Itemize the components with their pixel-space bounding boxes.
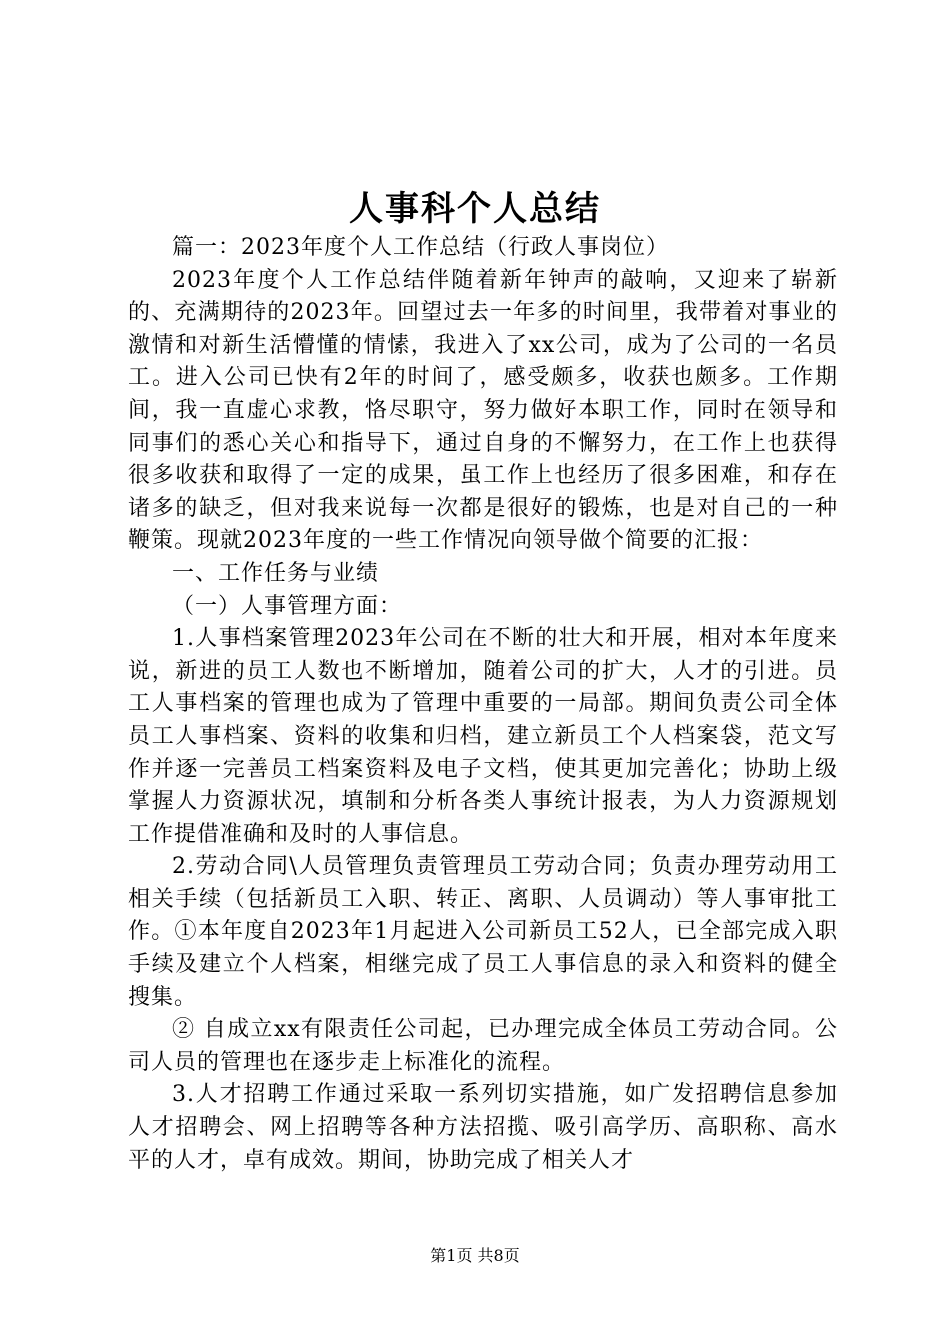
document-title: 人事科个人总结	[349, 189, 601, 229]
paragraph: 1.人事档案管理2023年公司在不断的壮大和开展，相对本年度来说，新进的员工人数也不断增加，随着公司的扩大，人才的引进。员工人事档案的管理也成为了管理中重要的一局部。期间负责公司全体员工人事档案、资料的收集和归档，建立新员工个人档案袋，范文写作并逐一完善员工档案资料及电子文档，使其更加完善化；协助上级掌握人力资源状况，填制和分析各类人事统计报表，为人力资源规划工作提借准确和及时的人事信息。	[128, 626, 838, 847]
paragraph: 一、工作任务与业绩	[172, 560, 380, 586]
paragraph: 2.劳动合同\人员管理负责管理员工劳动合同；负责办理劳动用工相关手续（包括新员工入职、转正、离职、人员调动）等人事审批工作。①本年度自2023年1月起进入公司新员工52人，已全部完成入职手续及建立个人档案，相继完成了员工人事信息的录入和资料的健全搜集。	[128, 854, 838, 1010]
paragraph: （一）人事管理方面：	[172, 593, 403, 619]
document-body	[128, 232, 838, 1177]
paragraph: 篇一：2023年度个人工作总结（行政人事岗位）	[172, 235, 669, 260]
paragraph: 3.人才招聘工作通过采取一系列切实措施，如广发招聘信息参加人才招聘会、网上招聘等各种方法招揽、吸引高学历、高职称、高水平的人才，卓有成效。期间，协助完成了相关人才	[128, 1082, 838, 1173]
paragraph: 2023年度个人工作总结伴随着新年钟声的敲响，又迎来了崭新的、充满期待的2023年。回望过去一年多的时间里，我带着对事业的激情和对新生活懵懂的情愫，我进入了xx公司，成为了公司的一名员工。进入公司已快有2年的时间了，感受颇多，收获也颇多。工作期间，我一直虚心求教，恪尽职守，努力做好本职工作，同时在领导和同事们的悉心关心和指导下，通过自身的不懈努力，在工作上也获得很多收获和取得了一定的成果，虽工作上也经历了很多困难，和存在诸多的缺乏，但对我来说每一次都是很好的锻炼，也是对自己的一种鞭策。现就2023年度的一些工作情况向领导做个简要的汇报：	[128, 267, 838, 554]
page-footer: 第1页 共8页	[430, 1246, 520, 1265]
paragraph: ② 自成立xx有限责任公司起，已办理完成全体员工劳动合同。公司人员的管理也在逐步走上标准化的流程。	[128, 1017, 838, 1075]
